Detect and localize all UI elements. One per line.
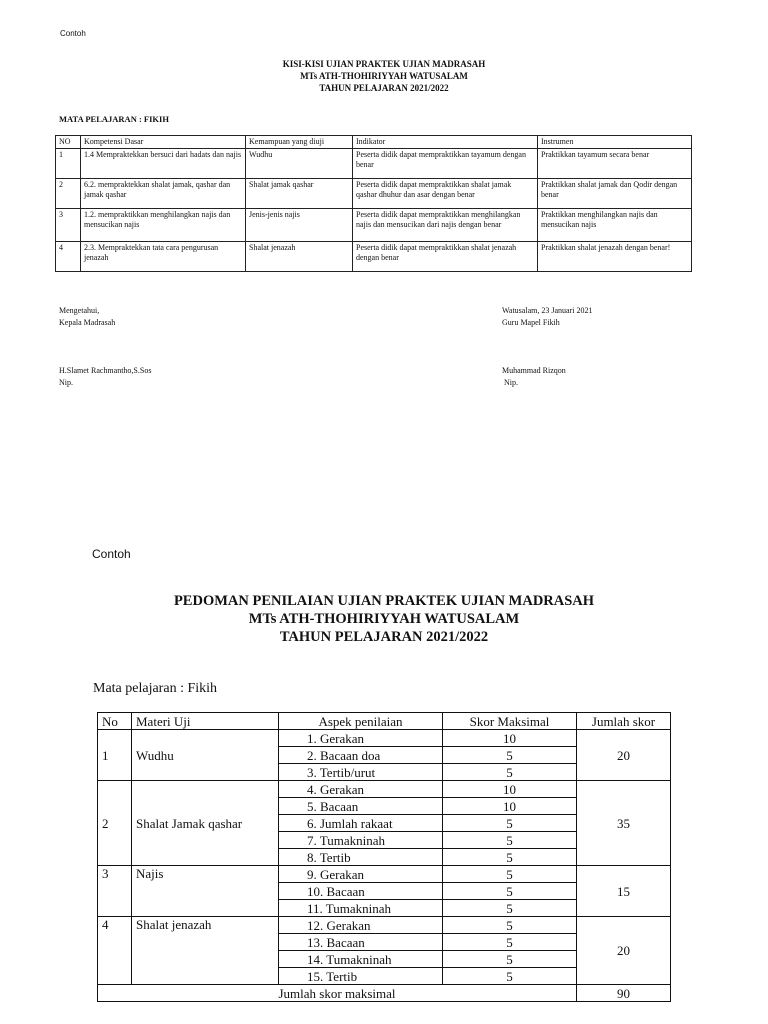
cell-skor: 10 [443, 798, 577, 815]
cell-skor: 10 [443, 730, 577, 747]
cell-materi: Najis [132, 866, 279, 917]
cell-skor: 5 [443, 934, 577, 951]
cell-jumlah: 35 [577, 781, 671, 866]
signature-left-heading [59, 305, 115, 329]
table-row [98, 730, 671, 747]
signature-place-date: Watusalam, 23 Januari 2021 [502, 306, 593, 315]
cell-skor: 5 [443, 900, 577, 917]
cell-kompetensi: 2.3. Mempraktekkan tata cara pengurusan jenazah [81, 242, 246, 272]
cell-kemampuan: Shalat jamak qashar [246, 179, 353, 209]
cell-aspek: 6. Jumlah rakaat [279, 815, 443, 832]
cell-materi: Shalat jenazah [132, 917, 279, 985]
cell-jumlah: 20 [577, 917, 671, 985]
total-label: Jumlah skor maksimal [98, 985, 577, 1002]
cell-skor: 5 [443, 866, 577, 883]
signature-label: Mengetahui, [59, 306, 100, 315]
contoh-label: Contoh [92, 547, 131, 561]
cell-aspek: 7. Tumakninah [279, 832, 443, 849]
contoh-label: Contoh [60, 29, 86, 38]
cell-aspek: 8. Tertib [279, 849, 443, 866]
cell-indikator: Peserta didik dapat mempraktikkan menghilangkan najis dan mensucikan dari najis dengan benar [353, 209, 538, 242]
title-line: MTs ATH-THOHIRIYYAH WATUSALAM [248, 611, 520, 627]
header-cell: Skor Maksimal [443, 713, 577, 730]
cell-skor: 5 [443, 917, 577, 934]
cell-skor: 5 [443, 764, 577, 781]
cell-indikator: Peserta didik dapat mempraktikkan tayamum dengan benar [353, 149, 538, 179]
cell-aspek: 14. Tumakninah [279, 951, 443, 968]
table-row [56, 149, 692, 179]
pedoman-penilaian-table [97, 712, 671, 1002]
cell-jumlah: 20 [577, 730, 671, 781]
cell-kompetensi: 1.4 Mempraktekkan bersuci dari hadats dan najis [81, 149, 246, 179]
cell-no: 1 [56, 149, 81, 179]
cell-aspek: 15. Tertib [279, 968, 443, 985]
table-row [56, 179, 692, 209]
signatory-nip: Nip. [504, 378, 518, 387]
cell-no: 2 [56, 179, 81, 209]
cell-aspek: 5. Bacaan [279, 798, 443, 815]
cell-no: 4 [98, 917, 132, 985]
cell-aspek: 3. Tertib/urut [279, 764, 443, 781]
signature-right-name-block [502, 365, 566, 389]
table-row [56, 209, 692, 242]
cell-aspek: 1. Gerakan [279, 730, 443, 747]
title-line: MTs ATH-THOHIRIYYAH WATUSALAM [300, 71, 468, 81]
cell-skor: 5 [443, 849, 577, 866]
cell-aspek: 9. Gerakan [279, 866, 443, 883]
header-cell: Jumlah skor [577, 713, 671, 730]
cell-indikator: Peserta didik dapat mempraktikkan shalat jamak qashar dhuhur dan asar dengan benar [353, 179, 538, 209]
cell-skor: 5 [443, 883, 577, 900]
cell-instrumen: Praktikkan menghilangkan najis dan mensucikan najis [538, 209, 692, 242]
cell-materi: Wudhu [132, 730, 279, 781]
cell-aspek: 4. Gerakan [279, 781, 443, 798]
cell-instrumen: Praktikkan tayamum secara benar [538, 149, 692, 179]
signature-left-name-block [59, 365, 151, 389]
cell-aspek: 10. Bacaan [279, 883, 443, 900]
signature-right-heading [502, 305, 592, 329]
table-row [98, 917, 671, 934]
title-line: TAHUN PELAJARAN 2021/2022 [279, 629, 489, 645]
cell-aspek: 11. Tumakninah [279, 900, 443, 917]
cell-materi: Shalat Jamak qashar [132, 781, 279, 866]
header-cell: Kemampuan yang diuji [246, 136, 353, 149]
header-cell: Materi Uji [132, 713, 279, 730]
cell-no: 3 [98, 866, 132, 917]
cell-kompetensi: 1.2. mempraktikkan menghilangkan najis dan mensucikan najis [81, 209, 246, 242]
subject-label: MATA PELAJARAN : FIKIH [59, 114, 169, 124]
header-cell: Indikator [353, 136, 538, 149]
cell-no: 3 [56, 209, 81, 242]
cell-aspek: 2. Bacaan doa [279, 747, 443, 764]
total-row [98, 985, 671, 1002]
cell-no: 2 [98, 781, 132, 866]
header-cell: Kompetensi Dasar [81, 136, 246, 149]
header-cell: Aspek penilaian [279, 713, 443, 730]
document-title [0, 592, 768, 646]
header-cell: NO [56, 136, 81, 149]
cell-instrumen: Praktikkan shalat jenazah dengan benar! [538, 242, 692, 272]
cell-skor: 5 [443, 832, 577, 849]
cell-indikator: Peserta didik dapat mempraktikkan shalat jenazah dengan benar [353, 242, 538, 272]
signature-label: Guru Mapel Fikih [502, 318, 560, 327]
table-row [56, 242, 692, 272]
cell-skor: 5 [443, 747, 577, 764]
cell-skor: 5 [443, 968, 577, 985]
cell-no: 4 [56, 242, 81, 272]
cell-kemampuan: Jenis-jenis najis [246, 209, 353, 242]
signatory-nip: Nip. [59, 378, 73, 387]
document-title [0, 58, 768, 94]
cell-kemampuan: Wudhu [246, 149, 353, 179]
signature-label: Kepala Madrasah [59, 318, 116, 327]
table-header-row [98, 713, 671, 730]
subject-label: Mata pelajaran : Fikih [93, 681, 218, 696]
cell-kompetensi: 6.2. mempraktekkan shalat jamak, qashar dan jamak qashar [81, 179, 246, 209]
title-line: KISI-KISI UJIAN PRAKTEK UJIAN MADRASAH [282, 59, 486, 69]
kisi-kisi-table [55, 135, 692, 272]
title-line: TAHUN PELAJARAN 2021/2022 [319, 83, 449, 93]
cell-aspek: 12. Gerakan [279, 917, 443, 934]
header-cell: Instrumen [538, 136, 692, 149]
cell-jumlah: 15 [577, 866, 671, 917]
header-cell: No [98, 713, 132, 730]
cell-skor: 5 [443, 815, 577, 832]
cell-kemampuan: Shalat jenazah [246, 242, 353, 272]
table-row [98, 866, 671, 883]
table-header-row [56, 136, 692, 149]
table-row [98, 781, 671, 798]
signatory-name: Muhammad Rizqon [502, 366, 566, 375]
cell-no: 1 [98, 730, 132, 781]
cell-skor: 5 [443, 951, 577, 968]
signatory-name: H.Slamet Rachmantho,S.Sos [59, 366, 152, 375]
cell-instrumen: Praktikkan shalat jamak dan Qodir dengan benar [538, 179, 692, 209]
title-line: PEDOMAN PENILAIAN UJIAN PRAKTEK UJIAN MADRASAH [173, 593, 595, 609]
cell-skor: 10 [443, 781, 577, 798]
cell-aspek: 13. Bacaan [279, 934, 443, 951]
total-value: 90 [577, 985, 671, 1002]
